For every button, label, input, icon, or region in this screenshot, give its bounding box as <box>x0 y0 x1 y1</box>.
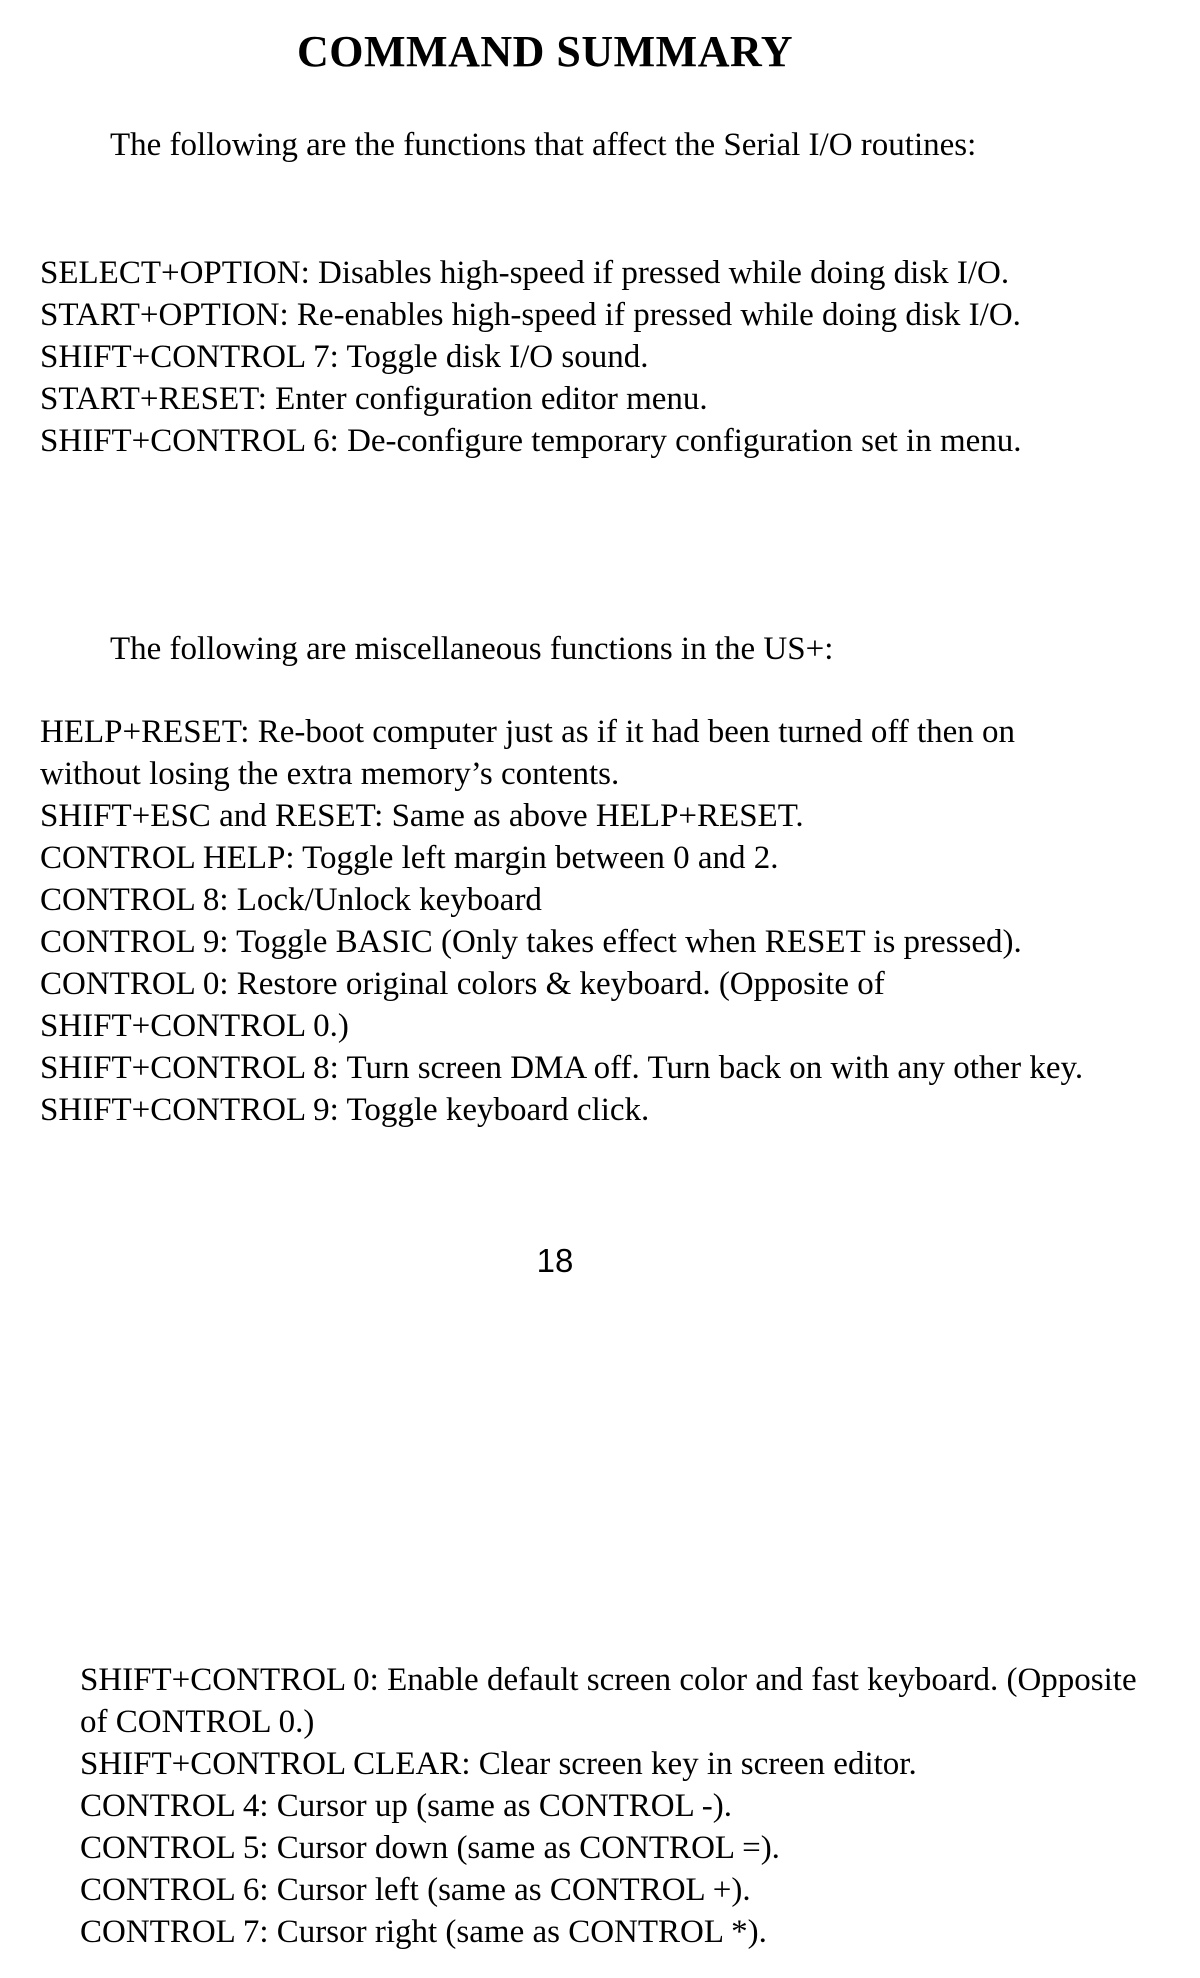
serial-command-list <box>40 252 1100 462</box>
command-line: CONTROL 7: Cursor right (same as CONTROL *). <box>80 1914 767 1950</box>
command-line: HELP+RESET: Re-boot computer just as if it had been turned off then on without losing the extra memory’s contents. <box>40 714 1016 792</box>
command-line: SHIFT+CONTROL 0: Enable default screen color and fast keyboard. (Opposite of CONTROL 0.) <box>80 1662 1137 1740</box>
command-line: SHIFT+CONTROL 6: De-configure temporary configuration set in menu. <box>40 423 1022 459</box>
command-line: SHIFT+ESC and RESET: Same as above HELP+RESET. <box>40 798 804 834</box>
misc-command-list <box>40 711 1100 1131</box>
command-line: CONTROL 6: Cursor left (same as CONTROL +). <box>80 1872 751 1908</box>
command-line: SHIFT+CONTROL 7: Toggle disk I/O sound. <box>40 339 649 375</box>
command-line: CONTROL 4: Cursor up (same as CONTROL -). <box>80 1788 732 1824</box>
misc-intro-section <box>40 628 1100 670</box>
command-line: START+RESET: Enter configuration editor menu. <box>40 381 708 417</box>
misc-intro-paragraph: The following are miscellaneous functions in the US+: <box>110 631 834 667</box>
command-line: CONTROL 0: Restore original colors & keyboard. (Opposite of SHIFT+CONTROL 0.) <box>40 966 885 1044</box>
page-title: COMMAND SUMMARY <box>297 27 793 76</box>
command-line: CONTROL 8: Lock/Unlock keyboard <box>40 882 542 918</box>
command-line: SHIFT+CONTROL CLEAR: Clear screen key in screen editor. <box>80 1746 917 1782</box>
command-line: CONTROL HELP: Toggle left margin between 0 and 2. <box>40 840 779 876</box>
command-line: SHIFT+CONTROL 8: Turn screen DMA off. Turn back on with any other key. <box>40 1050 1084 1086</box>
command-line: CONTROL 5: Cursor down (same as CONTROL =). <box>80 1830 780 1866</box>
command-line: CONTROL 9: Toggle BASIC (Only takes effect when RESET is pressed). <box>40 924 1022 960</box>
command-line: SELECT+OPTION: Disables high-speed if pressed while doing disk I/O. <box>40 255 1010 291</box>
serial-intro-paragraph: The following are the functions that affect the Serial I/O routines: <box>110 127 977 163</box>
continued-command-list <box>80 1659 1140 1953</box>
command-line: START+OPTION: Re-enables high-speed if pressed while doing disk I/O. <box>40 297 1021 333</box>
page-number: 18 <box>536 1242 574 1279</box>
command-line: SHIFT+CONTROL 9: Toggle keyboard click. <box>40 1092 650 1128</box>
serial-intro-section <box>40 124 1100 166</box>
